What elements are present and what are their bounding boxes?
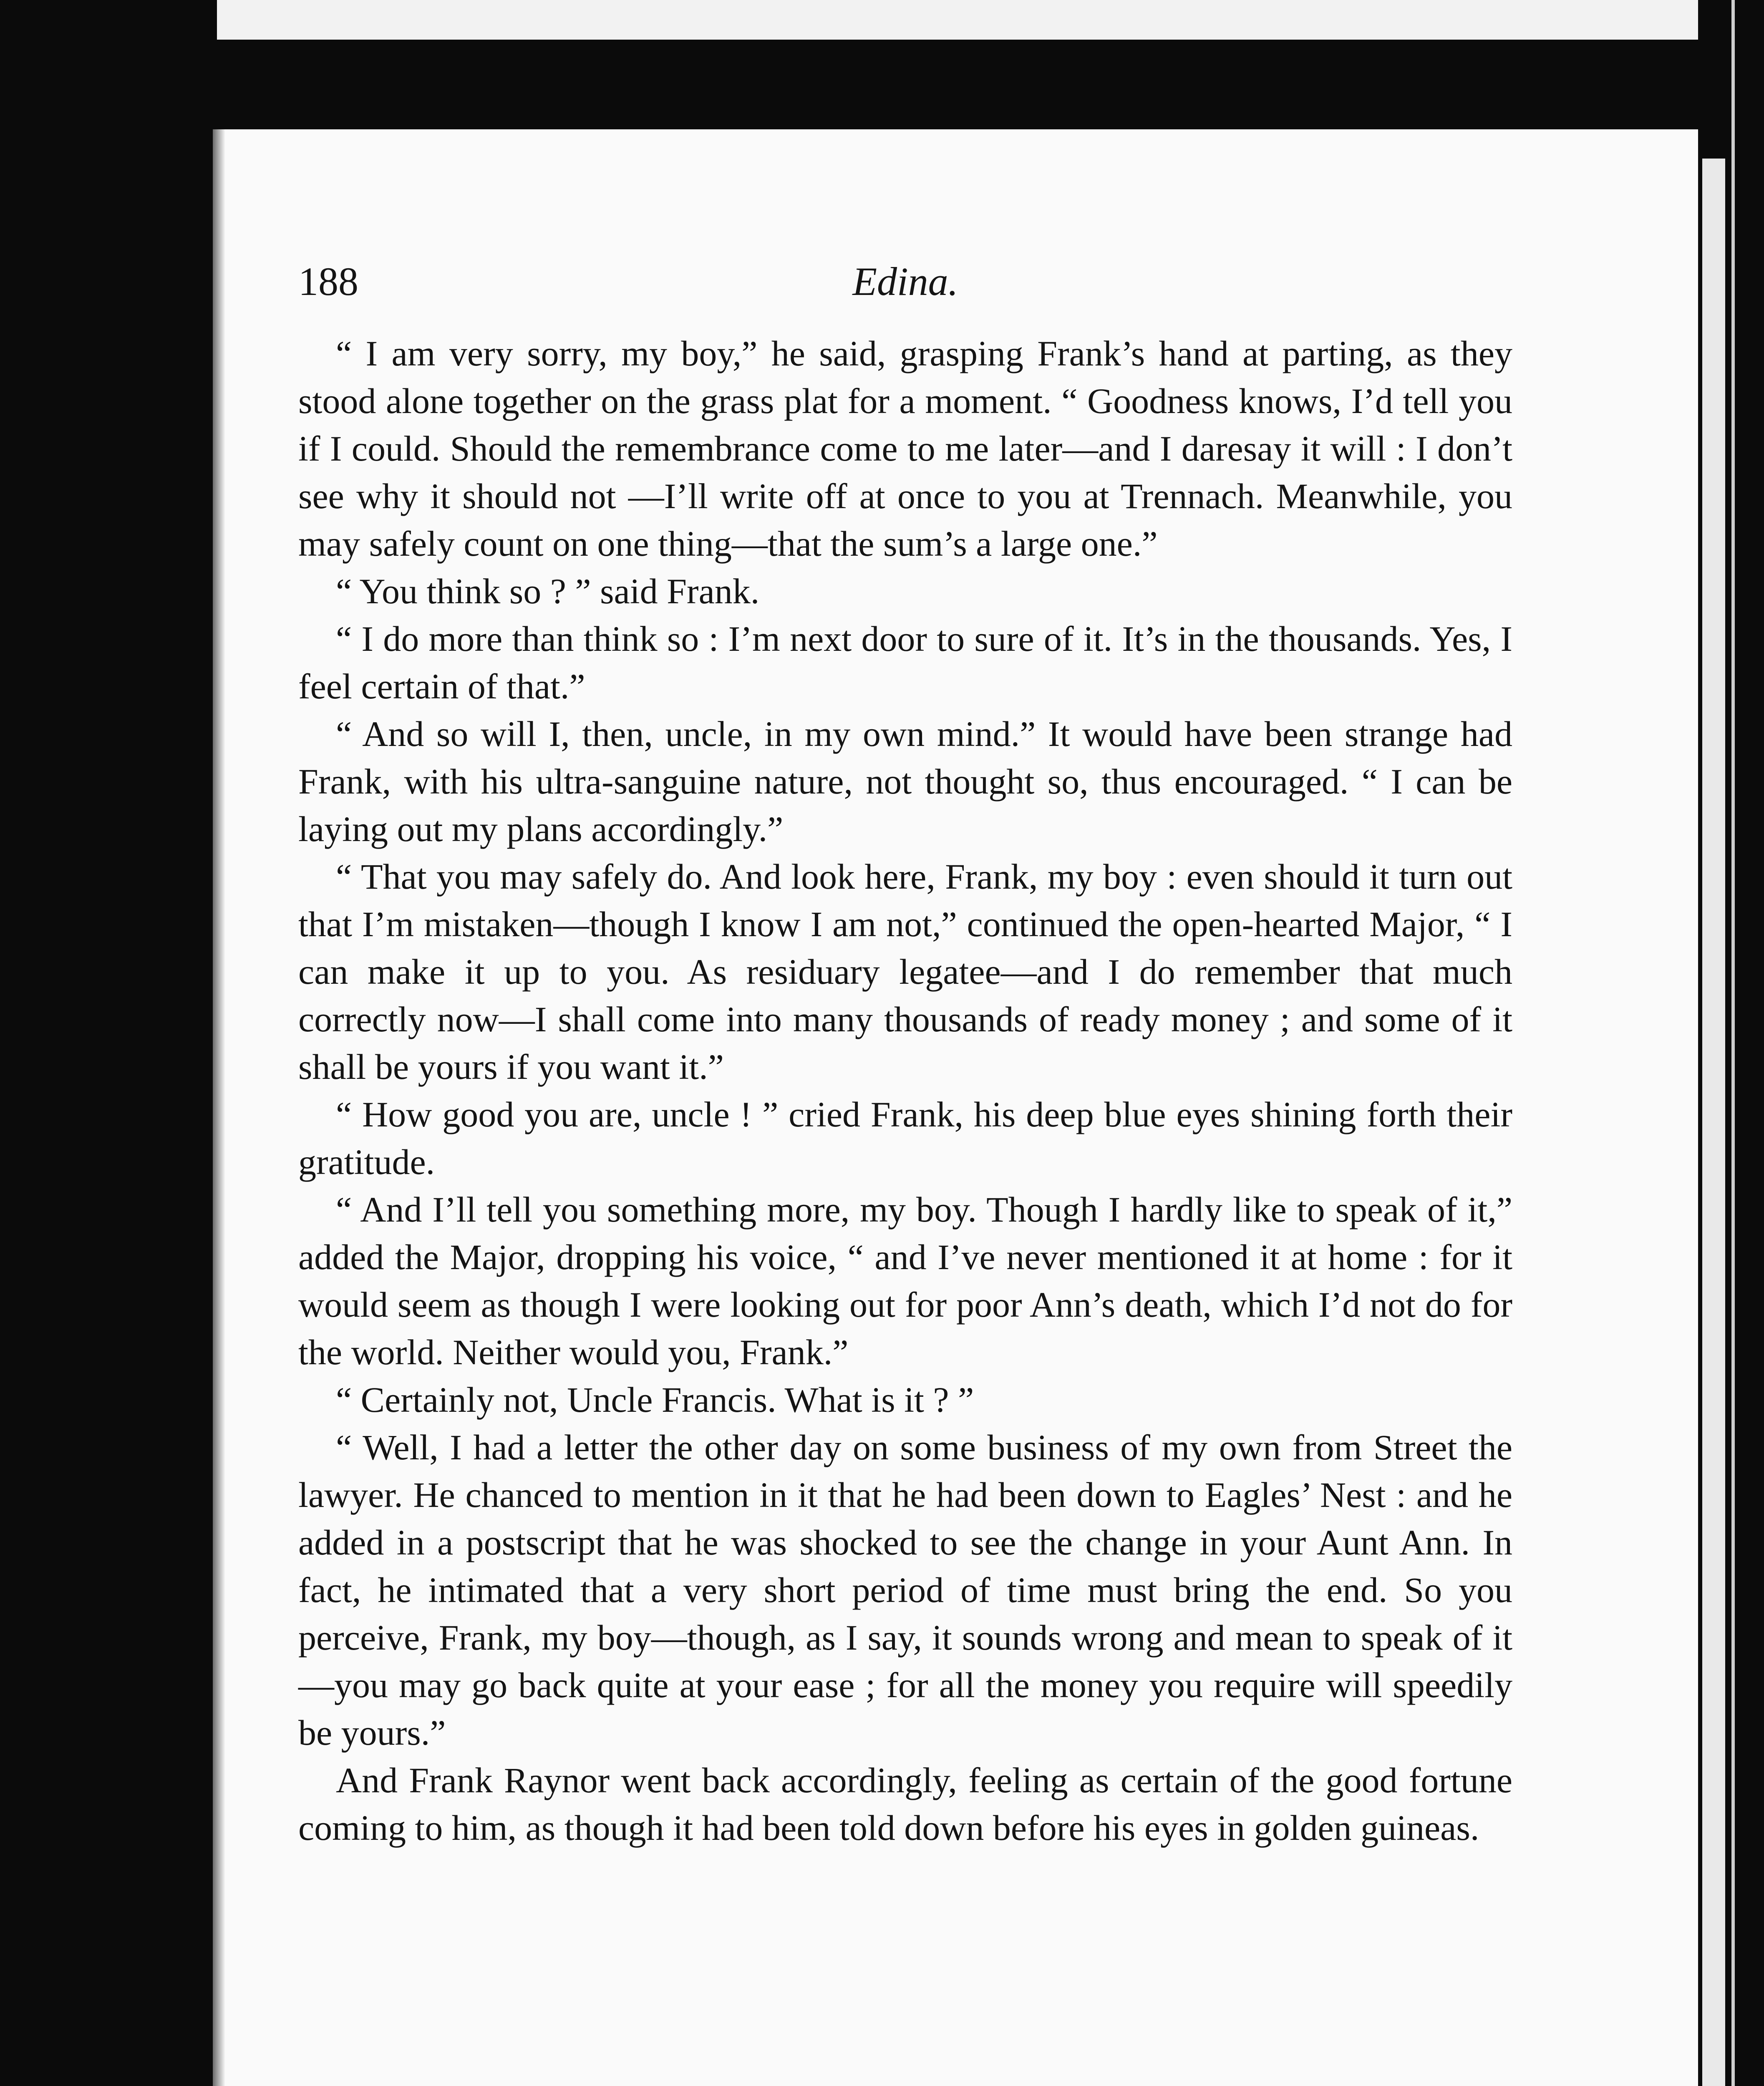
paragraph: And Frank Raynor went back accordingly, feeling as certain of the good fortune coming to him, as though it had been told down before his eyes in golden guineas. [298, 1760, 1512, 1848]
paragraph: “ That you may safely do. And look here, Frank, my boy : even should it turn out that I’m mistaken—though I know I am not,” continued the open-hearted Major, “ I can make it up to you. As residuary legatee—and I do remember that much correctly now—I shall come into many thousands of ready money ; and some of it shall be yours if you want it.” [298, 857, 1512, 1087]
paragraph: “ Certainly not, Uncle Francis. What is it ? ” [336, 1380, 974, 1420]
running-title: Edina. [852, 259, 958, 304]
adjacent-page-top [217, 0, 1698, 40]
page-gutter-shadow [213, 129, 225, 2086]
paragraph: “ I do more than think so : I’m next door to sure of it. It’s in the thousands. Yes, I feel certain of that.” [298, 619, 1512, 706]
paragraph: “ I am very sorry, my boy,” he said, grasping Frank’s hand at parting, as they stood alone together on the grass plat for a moment. “ Goodness knows, I’d tell you if I could. Should the remembrance come to me later—and I daresay it will : I don’t see why it should not —I’ll write off at once to you at Trennach. Meanwhile, you may safely count on one thing—that the sum’s a large one.” [298, 333, 1512, 564]
paragraph: “ And I’ll tell you something more, my boy. Though I hardly like to speak of it,” added the Major, dropping his voice, “ and I’ve never mentioned it at home : for it would seem as though I were looking out for poor Ann’s death, which I’d not do for the world. Neither would you, Frank.” [298, 1189, 1512, 1372]
body-text [298, 330, 1512, 1852]
page-number: 188 [298, 259, 358, 304]
page-edge-far-right [1731, 0, 1748, 2086]
paragraph: “ Well, I had a letter the other day on some business of my own from Street the lawyer. He chanced to mention in it that he had been down to Eagles’ Nest : and he added in a postscript that he was shocked to see the change in your Aunt Ann. In fact, he intimated that a very short period of time must bring the end. So you perceive, Frank, my boy—though, as I say, it sounds wrong and mean to speak of it—you may go back quite at your ease ; for all the money you require will speedily be yours.” [298, 1427, 1512, 1753]
paragraph: “ You think so ? ” said Frank. [336, 571, 760, 611]
paragraph: “ And so will I, then, uncle, in my own mind.” It would have been strange had Frank, with his ultra-sanguine nature, not thought so, thus encouraged. “ I can be laying out my plans accordingly.” [298, 714, 1512, 849]
page-edge-right [1702, 159, 1725, 2086]
running-head [298, 259, 1512, 305]
paragraph: “ How good you are, uncle ! ” cried Frank, his deep blue eyes shining forth their gratitude. [298, 1094, 1512, 1182]
